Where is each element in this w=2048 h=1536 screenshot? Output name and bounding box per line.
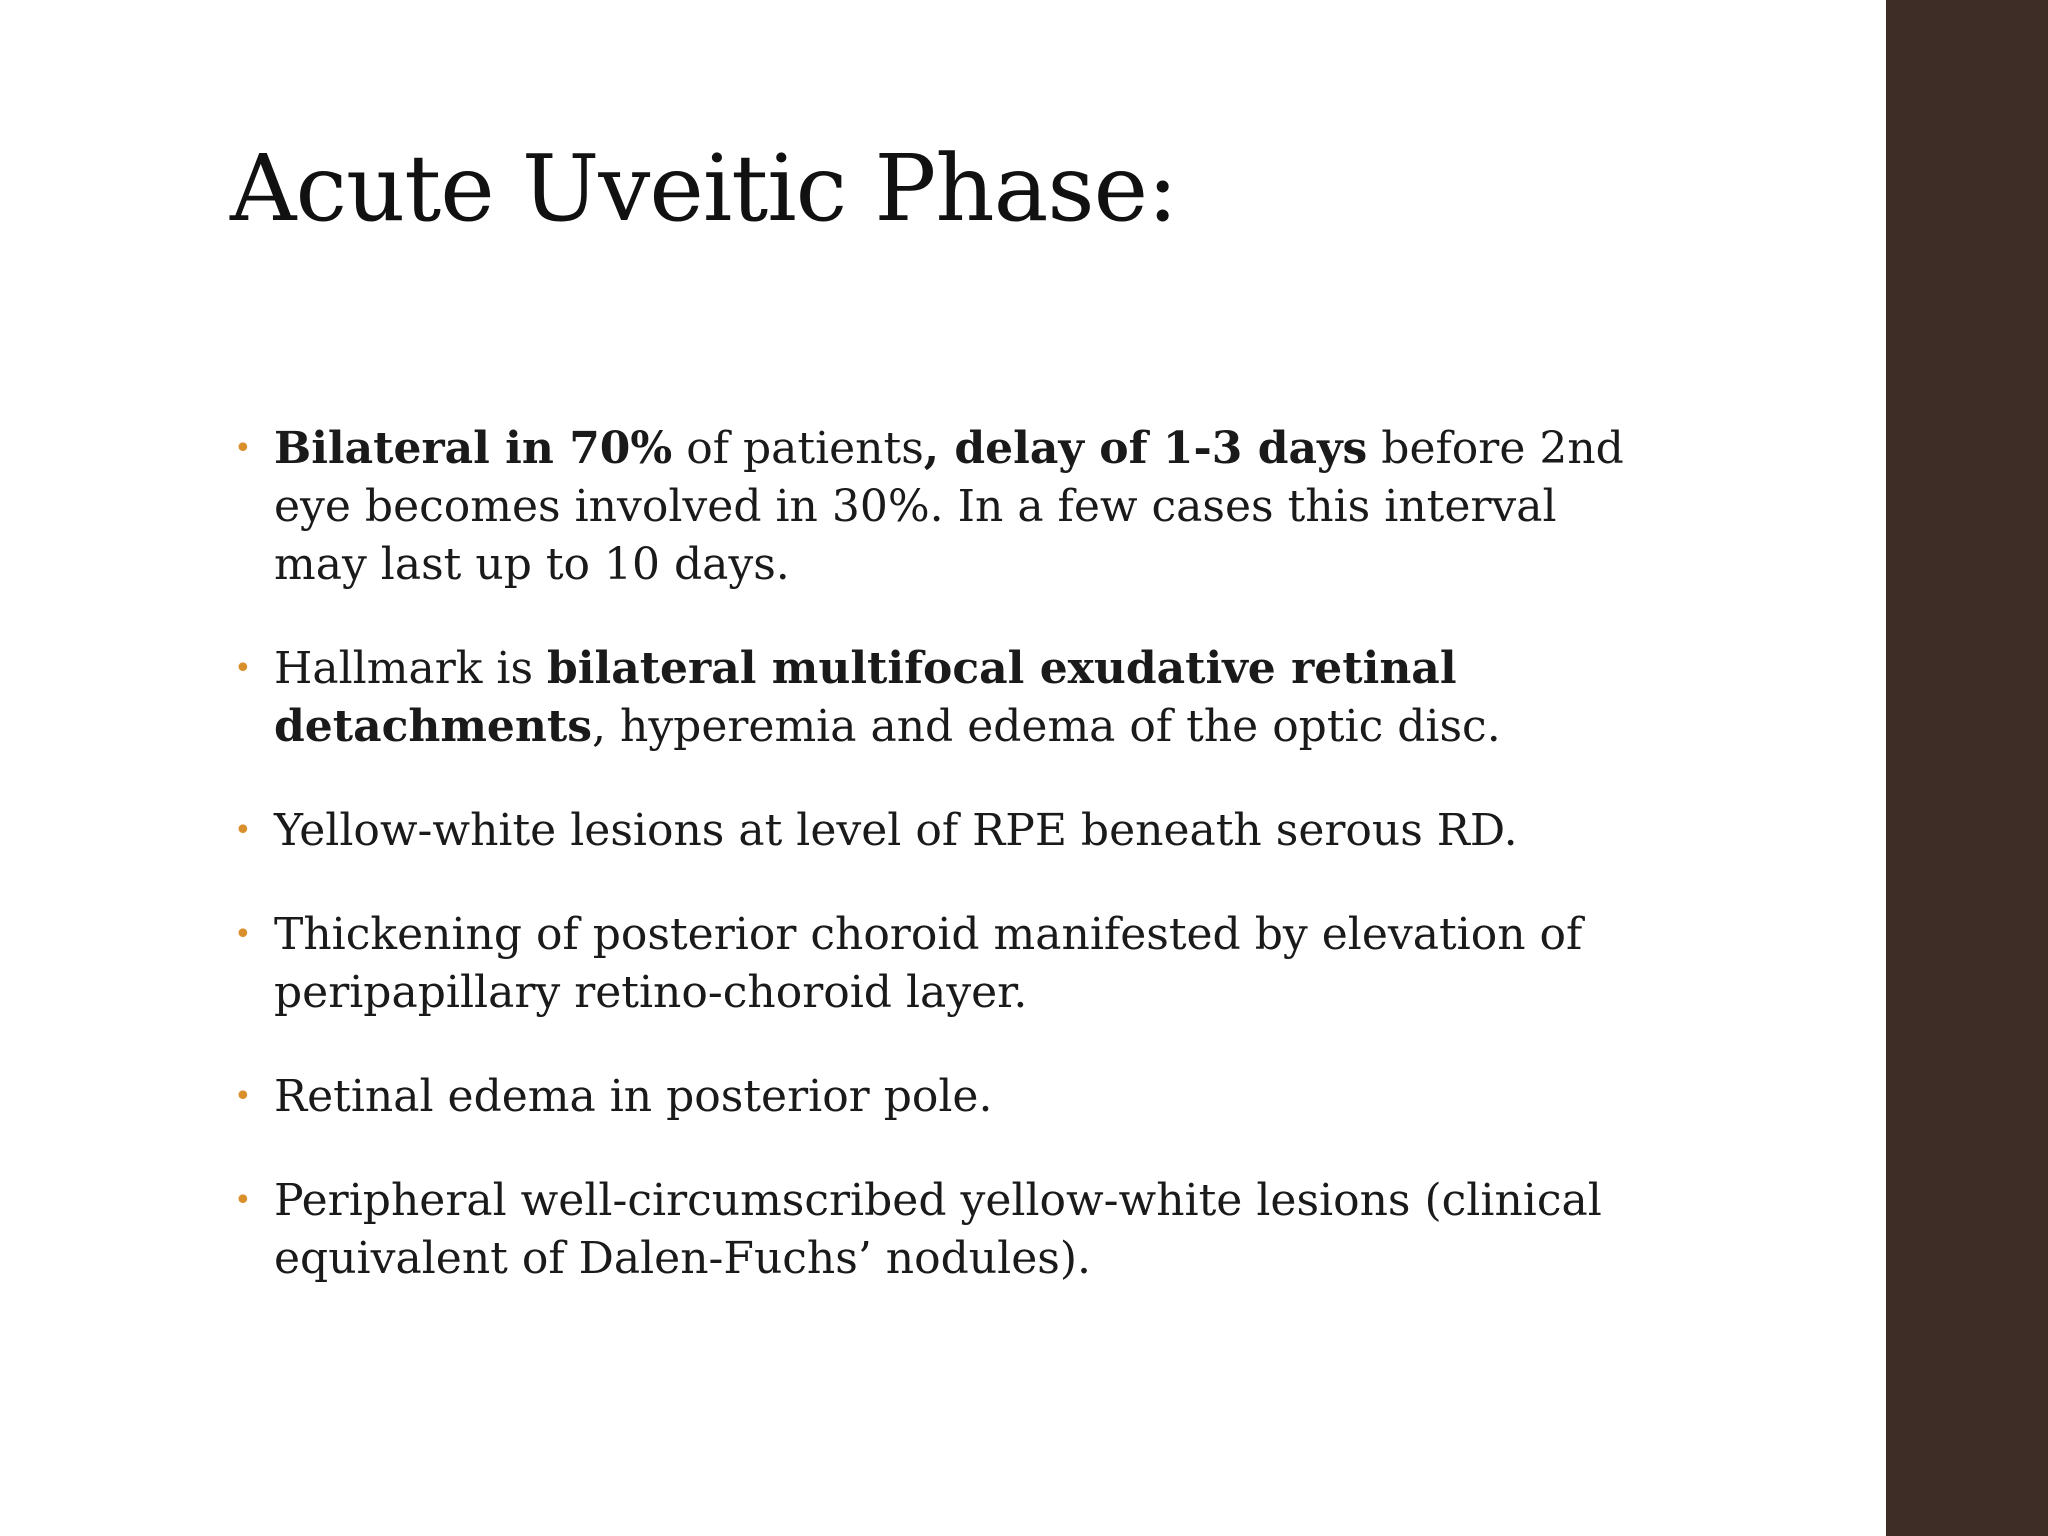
- bullet-item: [230, 906, 1650, 1022]
- bullet-text: [274, 643, 1501, 752]
- bullet-text: [274, 1175, 1602, 1284]
- bullet-item: [230, 802, 1650, 860]
- bullet-dot-icon: •: [234, 1183, 252, 1218]
- slide-title: Acute Uveitic Phase:: [230, 135, 1178, 242]
- bullet-segment: before 2nd eye becomes involved in 30%. In a few cases this interval may last up to 10 days.: [274, 423, 1624, 590]
- bullet-item: [230, 1172, 1650, 1288]
- bullet-segment: Peripheral well-circumscribed yellow-white lesions (clinical equivalent of Dalen-Fuchs’ nodules).: [274, 1175, 1602, 1284]
- bullet-item: [230, 1068, 1650, 1126]
- bullet-text: [274, 423, 1624, 590]
- side-accent-bar: [1886, 0, 2048, 1536]
- bullet-segment: Hallmark is: [274, 643, 548, 694]
- bullet-list: [230, 420, 1650, 1334]
- bullet-text: [274, 805, 1518, 856]
- bullet-dot-icon: •: [234, 431, 252, 466]
- bullet-segment: Thickening of posterior choroid manifested by elevation of peripapillary retino-choroid layer.: [274, 909, 1583, 1018]
- bullet-dot-icon: •: [234, 813, 252, 848]
- bullet-text: [274, 909, 1582, 1018]
- bullet-item: [230, 420, 1650, 594]
- bullet-text: [274, 1071, 992, 1122]
- bullet-segment: of patients: [672, 423, 924, 474]
- bullet-segment-bold: bilateral multifocal exudative retinal detachments: [274, 643, 1457, 752]
- bullet-segment: Retinal edema in posterior pole.: [274, 1071, 993, 1122]
- bullet-segment: Yellow-white lesions at level of RPE beneath serous RD.: [274, 805, 1518, 856]
- bullet-segment-bold: Bilateral in 70%: [274, 423, 673, 474]
- bullet-dot-icon: •: [234, 1079, 252, 1114]
- bullet-item: [230, 640, 1650, 756]
- bullet-segment-bold: , delay of 1-3 days: [923, 423, 1368, 474]
- bullet-dot-icon: •: [234, 917, 252, 952]
- bullet-dot-icon: •: [234, 651, 252, 686]
- bullet-segment: , hyperemia and edema of the optic disc.: [592, 701, 1501, 752]
